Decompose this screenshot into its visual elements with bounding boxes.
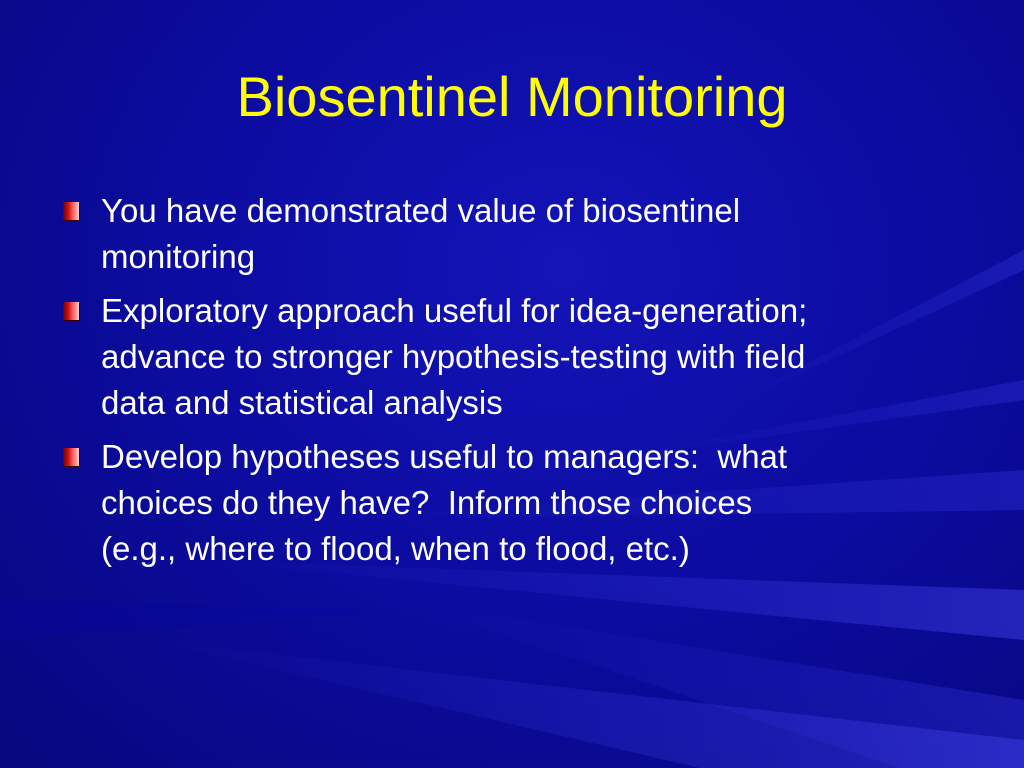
bullet-line: monitoring	[101, 238, 256, 275]
red-square-bullet-icon	[63, 302, 79, 320]
slide-title: Biosentinel Monitoring	[236, 65, 788, 128]
bullet-line: Exploratory approach useful for idea-generation;	[101, 292, 808, 329]
bullet-line: advance to stronger hypothesis-testing with field	[101, 338, 806, 375]
bullet-line: data and statistical analysis	[101, 384, 503, 421]
bullet-item	[60, 288, 980, 426]
red-square-bullet-icon	[63, 448, 79, 466]
bullet-list	[60, 188, 980, 580]
bullet-line: (e.g., where to flood, when to flood, etc.)	[101, 530, 690, 567]
red-square-bullet-icon	[63, 202, 79, 220]
bullet-line: choices do they have? Inform those choices	[101, 484, 753, 521]
bullet-line: Develop hypotheses useful to managers: what	[101, 438, 788, 475]
bullet-item	[60, 188, 980, 280]
bullet-line: You have demonstrated value of biosentinel	[101, 192, 741, 229]
bullet-item	[60, 434, 980, 572]
